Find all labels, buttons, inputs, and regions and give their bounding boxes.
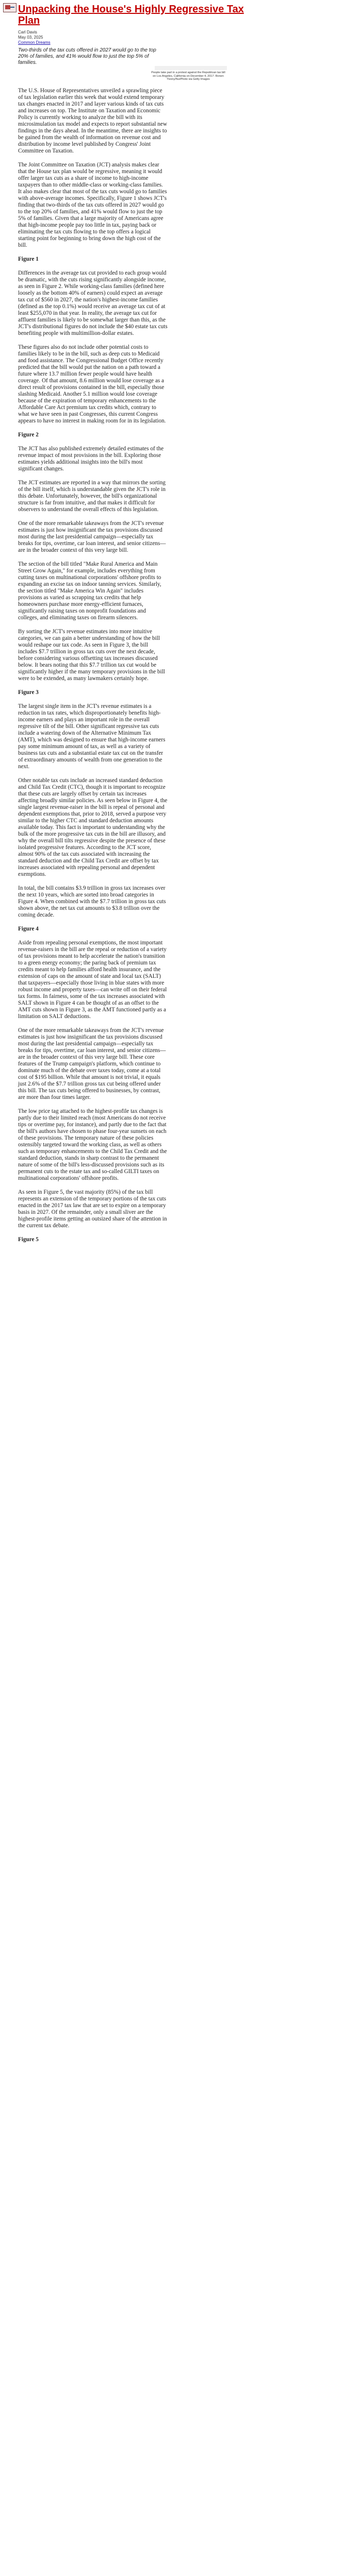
paragraph: Other notable tax cuts include an increased standard deduction and Child Tax Credit (CTC), though it is important to recognize that these cuts are largely offset by certain tax increases affecting broadly similar policies. As seen below in Figure 4, the single largest revenue-raiser in the bill is repeal of personal and dependent exemptions that, prior to 2018, served a purpose very similar to the higher CTC and standard deduction amounts available today. This fact is important to understanding why the bulk of the more progressive tax cuts in the bill are illusory, and why the overall bill tilts regressive despite the presence of these isolated progressive features. According to the JCT score, almost 90% of the tax cuts associated with increasing the standard deduction and the Child Tax Credit are offset by tax increases associated with repealing personal and dependent exemptions. (18, 777, 168, 877)
author-name: Carl Davis (18, 30, 37, 35)
hero-image (155, 66, 227, 70)
figure-label: Figure 3 (18, 689, 39, 696)
figure-label: Figure 2 (18, 432, 39, 438)
article-meta (18, 30, 51, 45)
figure-label: Figure 1 (18, 256, 39, 262)
article-title[interactable]: Unpacking the House's Highly Regressive Tax Plan (18, 4, 244, 26)
article-lede: Two-thirds of the tax cuts offered in 2027 would go to the top 20% of families, and 41% would flow to just the top 5% of families. (18, 47, 156, 65)
paragraph: The JCT has also published extremely detailed estimates of the revenue impact of most provisions in the bill. Exploring those estimates yields additional insights into the bill's most significant changes. (18, 446, 164, 472)
paragraph: By sorting the JCT's revenue estimates into more intuitive categories, we can gain a better understanding of how the bill would reshape our tax code. As seen in Figure 3, the bill includes $7.7 trillion in gross tax cuts over the next decade, before considering various offsetting tax increases discussed below. It bears noting that this $7.7 trillion tax cut would be significantly higher if the many temporary provisions in the bill were to be extended, as many lawmakers certainly hope. (18, 629, 165, 682)
paragraph: One of the more remarkable takeaways from the JCT's revenue estimates is just how insignificant the tax provisions discussed most during the last presidential campaign—especially tax breaks for tips, overtime, car loan interest, and senior citizens—are in the broader context of this very large bill. These core features of the Trump campaign's platform, which continue to dominate much of the debate over taxes today, come at a total cost of $195 billion. While that amount is not trivial, it equals just 2.6% of the $7.7 trillion gross tax cut being offered under this bill. The tax cuts being offered to businesses, by contrast, are more than four times larger. (18, 1027, 166, 1100)
paragraph: The U.S. House of Representatives unveiled a sprawling piece of tax legislation earlier this week that would extend temporary tax changes enacted in 2017 and layer various kinds of tax cuts and increases on top. The Institute on Taxation and Economic Policy is currently working to analyze the bill with its microsimulation tax model and expects to report substantial new findings in the days ahead. In the meantime, there are insights to be gained from the wealth of information on revenue cost and distribution by income level published by Congress' Joint Committee on Taxation. (18, 88, 167, 154)
paragraph: The largest single item in the JCT's revenue estimates is a reduction in tax rates, which disproportionately benefits high-income earners and plays an important role in the overall regressive tilt of the bill. Other significant regressive tax cuts include a watering down of the Alternative Minimum Tax (AMT), which was designed to ensure that high-income earners pay some minimum amount of tax, as well as a variety of business tax cuts and a substantial estate tax cut on the transfer of extraordinary amounts of wealth from one generation to the next. (18, 703, 166, 770)
figure-label: Figure 4 (18, 926, 39, 932)
publish-date: May 03, 2025 (18, 35, 43, 40)
paragraph: In total, the bill contains $3.9 trillion in gross tax increases over the next 10 years, which are sorted into broad categories in Figure 4. When combined with the $7.7 trillion in gross tax cuts shown above, the net tax cut amounts to $3.8 trillion over the coming decade. (18, 885, 166, 918)
source-link[interactable]: Common Dreams (18, 40, 51, 45)
paragraph: The Joint Committee on Taxation (JCT) analysis makes clear that the House tax plan would be regressive, meaning it would offer larger tax cuts as a share of income to high-income taxpayers than to other middle-class or working-class families. It also makes clear that most of the tax cuts would go to families with above-average incomes. Specifically, Figure 1 shows JCT's finding that two-thirds of the tax cuts offered in 2027 would go to the top 20% of families, and 41% would flow to just the top 5% of families. Given that a large majority of Americans agree that high-income people pay too little in tax, paying back or eliminating the tax cuts flowing to the top offers a logical starting point for beginning to bring down the high cost of the bill. (18, 162, 167, 248)
image-caption: People take part in a protest against the Republican tax bill on Los Angeles, California on December 4, 2017. Ronen Tivony/NurPhoto via Getty Images (151, 71, 225, 81)
paragraph: Aside from repealing personal exemptions, the most important revenue-raisers in the bill are the repeal or reduction of a variety of tax provisions meant to help accelerate the nation's transition to a green energy economy; the paring back of premium tax credits meant to help families afford health insurance, and the extension of caps on the amount of state and local tax (SALT) that taxpayers—especially those living in blue states with more robust income and property taxes—can write off on their federal tax forms. In fairness, some of the tax increases associated with SALT shown in Figure 4 can be thought of as an offset to the AMT cuts shown in Figure 3, as the AMT functioned partly as a limitation on SALT deductions. (18, 940, 167, 1020)
site-logo[interactable] (3, 3, 17, 12)
article-body (18, 88, 168, 1250)
figure-label: Figure 5 (18, 1236, 39, 1243)
paragraph: One of the more remarkable takeaways from the JCT's revenue estimates is just how insignificant the tax provisions discussed most during the last presidential campaign—especially tax breaks for tips, overtime, car loan interest, and senior citizens—are in the broader context of this very large bill. (18, 520, 166, 553)
paragraph: As seen in Figure 5, the vast majority (85%) of the tax bill represents an extension of the temporary portions of the tax cuts enacted in the 2017 tax law that are set to expire on a temporary basis in 2027. Of the remainder, only a small sliver are the highest-profile items getting an outsized share of the attention in the current tax debate. (18, 1189, 167, 1229)
paragraph: These figures also do not include other potential costs to families likely to be in the bill, such as deep cuts to Medicaid and food assistance. The Congressional Budget Office recently predicted that the bill would put the nation on a path toward a future where 13.7 million fewer people would have health coverage. Of that amount, 8.6 million would lose coverage as a direct result of provisions contained in the bill, especially those slashing Medicaid. Another 5.1 million would lose coverage because of the expiration of temporary enhancements to the Affordable Care Act premium tax credits which, contrary to what we have seen in past Congresses, this current Congress appears to have no interest in making room for in its legislation. (18, 344, 166, 424)
paragraph: The low price tag attached to the highest-profile tax changes is partly due to their limited reach (most Americans do not receive tips or overtime pay, for instance), and partly due to the fact that the bill's authors have chosen to phase four-year sunsets on each of these provisions. The temporary nature of these policies ostensibly targeted toward the working class, as well as others such as temporary enhancements to the Child Tax Credit and the standard deduction, stands in sharp contrast to the permanent nature of some of the bill's less-discussed provisions such as its permanent cuts to the estate tax and so-called GILTI taxes on multinational corporations' offshore profits. (18, 1108, 167, 1181)
paragraph: The JCT estimates are reported in a way that mirrors the sorting of the bill itself, which is understandable given the JCT's role in this debate. Unfortunately, however, the bill's organizational structure is far from intuitive, and that makes it difficult for observers to understand the overall effects of this legislation. (18, 480, 166, 513)
paragraph: Differences in the average tax cut provided to each group would be dramatic, with the cuts rising significantly alongside income, as seen in Figure 2. While working-class families (defined here loosely as the bottom 40% of earners) could expect an average tax cut of $560 in 2027, the nation's highest-income families (defined as the top 0.1%) would receive an average tax cut of at least $255,070 in that year. In reality, the average tax cut for affluent families is likely to be somewhat larger than this, as the JCT's distributional figures do not include the $40 estate tax cuts benefiting people with multimillion-dollar estates. (18, 270, 168, 336)
paragraph: The section of the bill titled "Make Rural America and Main Street Grow Again," for example, includes everything from cutting taxes on multinational corporations' offshore profits to expanding an excise tax on indoor tanning services. Similarly, the section titled "Make America Win Again" includes provisions as varied as scrapping tax credits that help homeowners purchase more energy-efficient furnaces, significantly raising taxes on nonprofit foundations and colleges, and eliminating taxes on firearm silencers. (18, 561, 161, 621)
